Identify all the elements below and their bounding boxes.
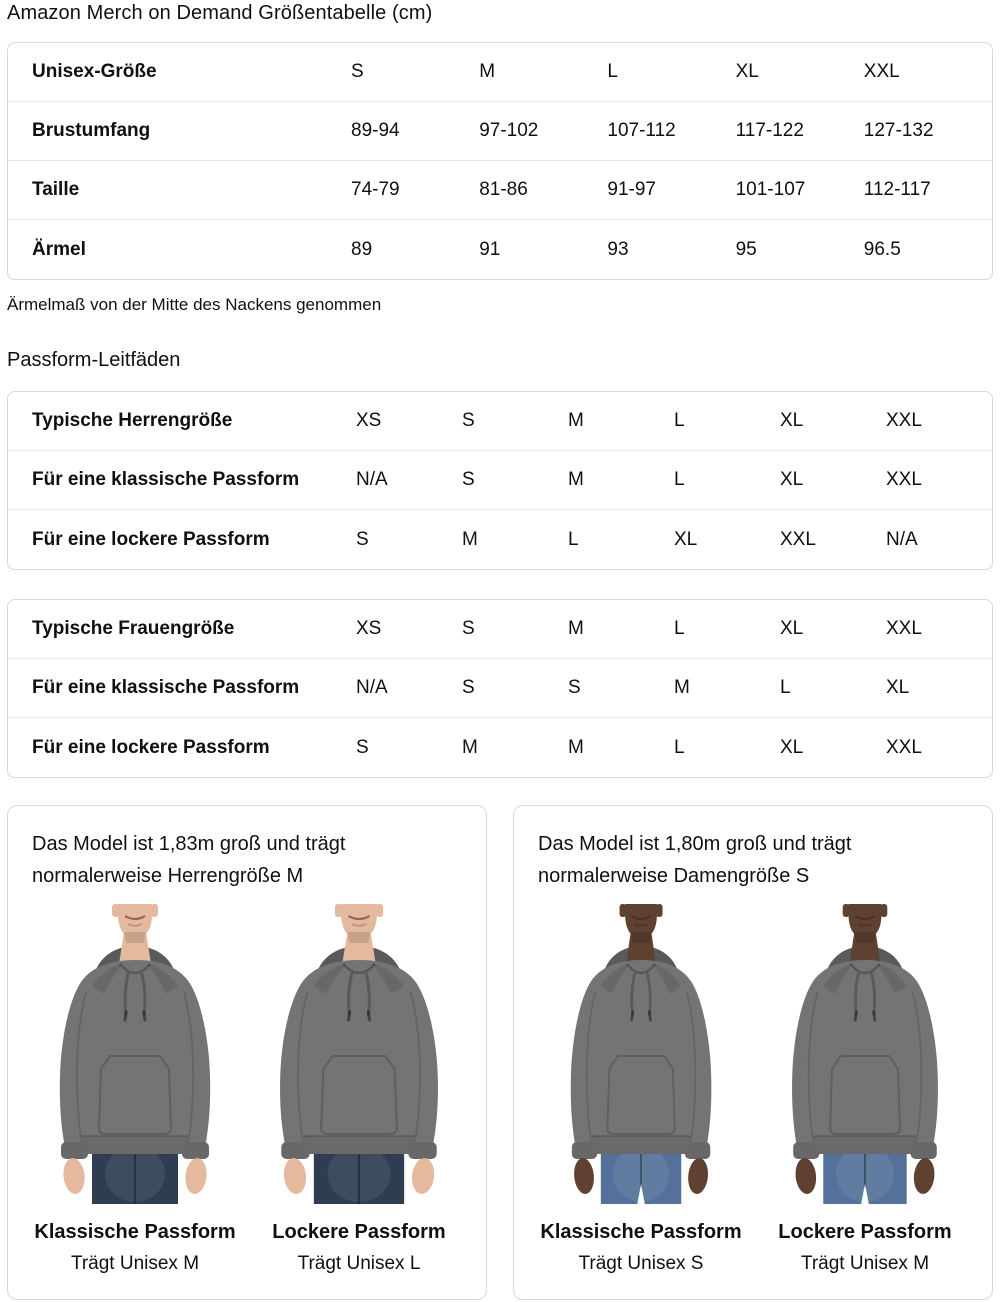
size-cell: 89 bbox=[351, 238, 373, 260]
fit-label: Lockere Passform bbox=[272, 1221, 446, 1243]
size-cell: XL bbox=[780, 618, 804, 639]
size-cell: S bbox=[351, 61, 364, 82]
size-cell: XL bbox=[780, 736, 804, 758]
size-cell: M bbox=[462, 736, 478, 758]
table-row bbox=[8, 718, 992, 777]
table-row bbox=[8, 451, 992, 510]
table-row bbox=[8, 161, 992, 220]
size-cell: 95 bbox=[735, 238, 757, 260]
row-label: Für eine klassische Passform bbox=[32, 469, 300, 490]
size-cell: 74-79 bbox=[351, 179, 400, 200]
row-label: Typische Frauengröße bbox=[32, 618, 235, 639]
unisex-size-table bbox=[7, 42, 993, 280]
size-cell: S bbox=[462, 618, 475, 639]
size-cell: 117-122 bbox=[735, 120, 804, 141]
male-loose-fit-photo bbox=[251, 904, 467, 1204]
size-cell: XXL bbox=[886, 736, 922, 758]
fit-label: Klassische Passform bbox=[34, 1221, 236, 1243]
size-cell: 97-102 bbox=[479, 120, 539, 141]
size-cell: XS bbox=[356, 618, 382, 639]
size-cell: 91 bbox=[479, 238, 501, 260]
size-cell: M bbox=[568, 618, 584, 639]
mens-fit-table bbox=[7, 391, 993, 570]
table-row bbox=[8, 102, 992, 161]
female-classic-fit-figure bbox=[532, 904, 750, 1275]
fit-label: Klassische Passform bbox=[540, 1221, 742, 1243]
female-classic-fit-photo bbox=[533, 904, 749, 1204]
size-cell: XXL bbox=[886, 469, 922, 490]
size-cell: N/A bbox=[886, 528, 918, 550]
male-model-card bbox=[7, 805, 487, 1300]
size-cell: XL bbox=[780, 469, 804, 490]
size-cell: 91-97 bbox=[607, 179, 656, 200]
size-cell: 89-94 bbox=[351, 120, 400, 141]
size-cell: XL bbox=[735, 61, 759, 82]
size-cell: XL bbox=[674, 528, 698, 550]
size-cell: M bbox=[674, 677, 690, 698]
size-label: Trägt Unisex L bbox=[297, 1253, 421, 1274]
table-row bbox=[8, 392, 992, 451]
table-row bbox=[8, 600, 992, 659]
size-cell: S bbox=[356, 736, 369, 758]
male-loose-fit-figure bbox=[250, 904, 468, 1275]
table-row bbox=[8, 510, 992, 569]
size-cell: XXL bbox=[886, 618, 922, 639]
female-model-heading: Das Model ist 1,80m groß und trägt normalerweise Damengröße S bbox=[538, 833, 852, 887]
row-label: Für eine klassische Passform bbox=[32, 677, 300, 698]
size-cell: L bbox=[780, 677, 791, 698]
size-cell: 127-132 bbox=[863, 120, 934, 141]
size-cell: 101-107 bbox=[735, 179, 806, 200]
size-cell: L bbox=[607, 61, 618, 82]
size-cell: 93 bbox=[607, 238, 629, 260]
size-label: Trägt Unisex M bbox=[70, 1253, 200, 1274]
size-cell: M bbox=[462, 528, 478, 550]
size-cell: XL bbox=[780, 410, 804, 431]
size-cell: M bbox=[568, 736, 584, 758]
sleeve-measure-note: Ärmelmaß von der Mitte des Nackens genommen bbox=[7, 295, 382, 314]
row-label: Ärmel bbox=[32, 238, 86, 260]
size-cell: S bbox=[462, 410, 475, 431]
size-cell: 112-117 bbox=[863, 179, 931, 200]
size-cell: N/A bbox=[356, 469, 388, 490]
size-cell: S bbox=[462, 677, 475, 698]
size-cell: M bbox=[479, 61, 496, 82]
row-label: Taille bbox=[32, 179, 80, 200]
size-cell: S bbox=[356, 528, 369, 550]
size-cell: S bbox=[462, 469, 475, 490]
row-label: Brustumfang bbox=[32, 120, 151, 141]
womens-fit-table bbox=[7, 599, 993, 778]
size-cell: 96.5 bbox=[863, 238, 901, 260]
size-label: Trägt Unisex M bbox=[800, 1253, 930, 1274]
size-cell: XXL bbox=[886, 410, 922, 431]
size-cell: N/A bbox=[356, 677, 388, 698]
size-cell: S bbox=[568, 677, 581, 698]
male-model-heading: Das Model ist 1,83m groß und trägt normalerweise Herrengröße M bbox=[32, 833, 346, 887]
size-cell: 81-86 bbox=[479, 179, 528, 200]
size-cell: XS bbox=[356, 410, 382, 431]
table-row bbox=[8, 659, 992, 718]
row-label: Für eine lockere Passform bbox=[32, 736, 270, 758]
female-loose-fit-figure bbox=[756, 904, 974, 1275]
table-row bbox=[8, 220, 992, 279]
size-cell: L bbox=[674, 736, 685, 758]
size-cell: L bbox=[674, 410, 685, 431]
female-model-card bbox=[513, 805, 993, 1300]
size-cell: L bbox=[674, 469, 685, 490]
table-row bbox=[8, 43, 992, 102]
row-label: Typische Herrengröße bbox=[32, 410, 233, 431]
size-cell: XXL bbox=[863, 61, 900, 82]
page-title: Amazon Merch on Demand Größentabelle (cm) bbox=[7, 2, 433, 24]
fit-label: Lockere Passform bbox=[778, 1221, 952, 1243]
size-cell: XXL bbox=[780, 528, 816, 550]
size-cell: M bbox=[568, 469, 584, 490]
size-cell: M bbox=[568, 410, 584, 431]
size-cell: L bbox=[568, 528, 579, 550]
size-cell: 107-112 bbox=[607, 120, 676, 141]
row-label: Unisex-Größe bbox=[32, 61, 157, 82]
male-classic-fit-photo bbox=[27, 904, 243, 1204]
size-label: Trägt Unisex S bbox=[578, 1253, 704, 1274]
female-loose-fit-photo bbox=[757, 904, 973, 1204]
model-cards-row bbox=[7, 805, 993, 1302]
row-label: Für eine lockere Passform bbox=[32, 528, 270, 550]
size-cell: L bbox=[674, 618, 685, 639]
fit-guides-title: Passform-Leitfäden bbox=[7, 349, 181, 371]
size-cell: XL bbox=[886, 677, 910, 698]
male-classic-fit-figure bbox=[26, 904, 244, 1275]
